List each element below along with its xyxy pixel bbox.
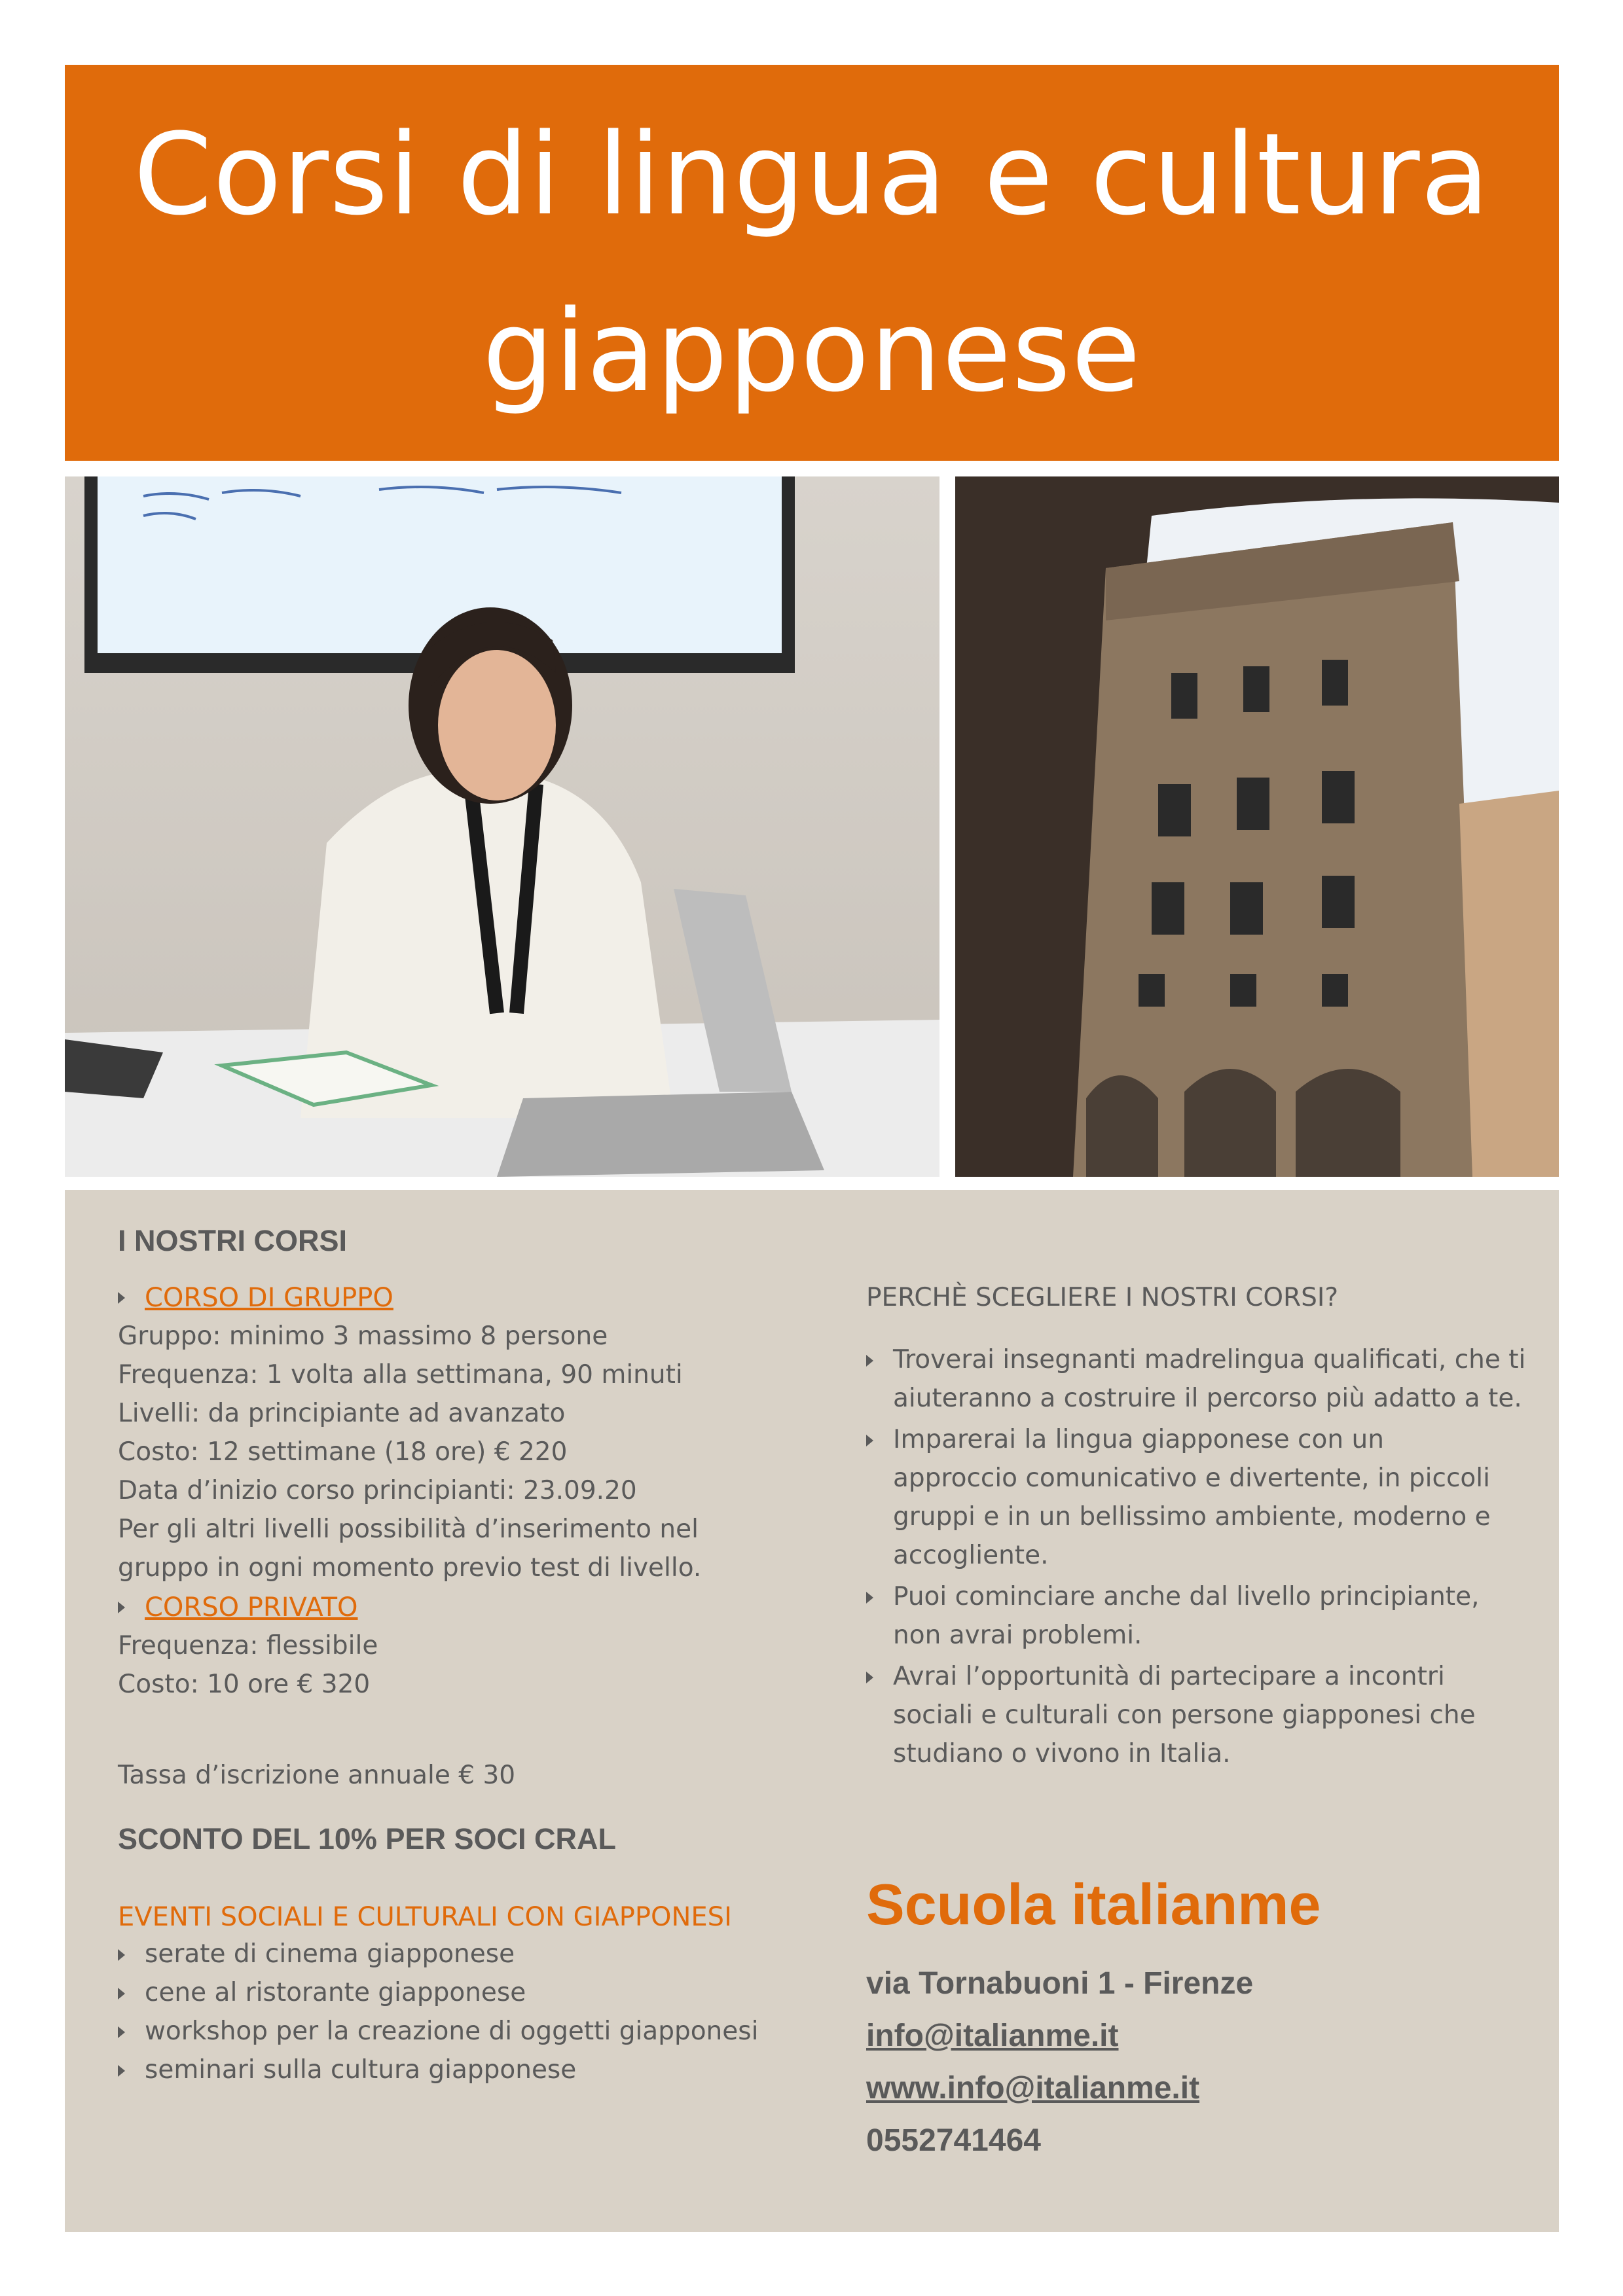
teacher-photo: [65, 476, 939, 1177]
events-item-text: seminari sulla cultura giapponese: [145, 2055, 577, 2085]
title-line-2: giapponese: [482, 285, 1142, 417]
group-detail-line: Gruppo: minimo 3 massimo 8 persone: [118, 1321, 608, 1351]
why-list-item: [866, 1420, 1541, 1575]
registration-fee: Tassa d’iscrizione annuale € 30: [118, 1761, 516, 1790]
events-list-item: [118, 1935, 851, 1973]
group-detail-line: Per gli altri livelli possibilità d’inserimento nel: [118, 1515, 699, 1544]
school-contact: [866, 1958, 1541, 2167]
school-name: Scuola italianme: [866, 1872, 1321, 1937]
bullet-triangle-icon: [118, 2026, 125, 2038]
why-item-line: gruppi e in un bellissimo ambiente, moderno e: [893, 1502, 1491, 1532]
events-item-text: cene al ristorante giapponese: [145, 1978, 526, 2007]
events-item-text: serate di cinema giapponese: [145, 1939, 515, 1969]
private-course-title-row: [118, 1592, 851, 1623]
events-item-text: workshop per la creazione di oggetti giapponesi: [145, 2017, 759, 2046]
why-list-item: [866, 1657, 1541, 1773]
bullet-triangle-icon: [118, 2065, 125, 2077]
private-detail-line: Costo: 10 ore € 320: [118, 1670, 371, 1699]
bullet-triangle-icon: [866, 1672, 873, 1683]
bullet-triangle-icon: [866, 1592, 873, 1604]
courses-column: [118, 1224, 851, 2089]
events-list: [118, 1935, 851, 2089]
group-detail-line: gruppo in ogni momento previo test di livello.: [118, 1553, 702, 1583]
events-list-item: [118, 1973, 851, 2012]
group-detail-line: Livelli: da principiante ad avanzato: [118, 1399, 566, 1428]
bullet-triangle-icon: [866, 1435, 873, 1446]
events-list-item: [118, 2051, 851, 2089]
bullet-triangle-icon: [118, 1949, 125, 1961]
why-column: [866, 1278, 1541, 2167]
why-item-line: Imparerai la lingua giapponese con un: [893, 1425, 1384, 1454]
group-detail-line: Data d’inizio corso principianti: 23.09.20: [118, 1476, 637, 1505]
title-banner: [65, 65, 1559, 461]
why-item-line: Troverai insegnanti madrelingua qualificati, che ti: [893, 1345, 1526, 1374]
info-panel: [65, 1190, 1559, 2232]
why-list-item: [866, 1340, 1541, 1418]
why-item-line: approccio comunicativo e divertente, in piccoli: [893, 1463, 1490, 1493]
private-course-link[interactable]: CORSO PRIVATO: [145, 1592, 358, 1623]
group-course-title-row: [118, 1283, 851, 1313]
private-course-details: [118, 1626, 851, 1704]
why-item-line: sociali e culturali con persone giapponesi che: [893, 1700, 1476, 1730]
events-list-item: [118, 2012, 851, 2051]
events-heading: EVENTI SOCIALI E CULTURALI CON GIAPPONESI: [118, 1902, 732, 1932]
courses-heading: I NOSTRI CORSI: [118, 1224, 348, 1257]
why-list: [866, 1340, 1541, 1773]
discount-note: SCONTO DEL 10% PER SOCI CRAL: [118, 1822, 616, 1856]
why-item-line: aiuteranno a costruire il percorso più adatto a te.: [893, 1384, 1522, 1413]
bullet-triangle-icon: [866, 1355, 873, 1367]
bullet-triangle-icon: [118, 1988, 125, 2000]
why-item-line: Avrai l’opportunità di partecipare a incontri: [893, 1662, 1445, 1691]
title-line-1: Corsi di lingua e cultura: [133, 108, 1491, 240]
why-list-item: [866, 1577, 1541, 1655]
why-item-line: accogliente.: [893, 1541, 1049, 1570]
school-email-link[interactable]: info@italianme.it: [866, 2018, 1119, 2053]
why-item-line: non avrai problemi.: [893, 1621, 1142, 1650]
group-detail-line: Costo: 12 settimane (18 ore) € 220: [118, 1437, 568, 1467]
bullet-triangle-icon: [118, 1602, 125, 1613]
bullet-triangle-icon: [118, 1292, 125, 1304]
school-address: via Tornabuoni 1 - Firenze: [866, 1966, 1254, 2001]
group-course-details: [118, 1317, 851, 1587]
why-item-line: studiano o vivono in Italia.: [893, 1739, 1231, 1768]
school-website-link[interactable]: www.info@italianme.it: [866, 2071, 1200, 2106]
why-item-line: Puoi cominciare anche dal livello principiante,: [893, 1582, 1480, 1611]
why-heading: PERCHÈ SCEGLIERE I NOSTRI CORSI?: [866, 1283, 1339, 1312]
school-phone: 0552741464: [866, 2123, 1041, 2158]
tower-photo: [955, 476, 1559, 1177]
group-detail-line: Frequenza: 1 volta alla settimana, 90 minuti: [118, 1360, 683, 1390]
private-detail-line: Frequenza: flessibile: [118, 1631, 378, 1660]
group-course-link[interactable]: CORSO DI GRUPPO: [145, 1283, 393, 1313]
